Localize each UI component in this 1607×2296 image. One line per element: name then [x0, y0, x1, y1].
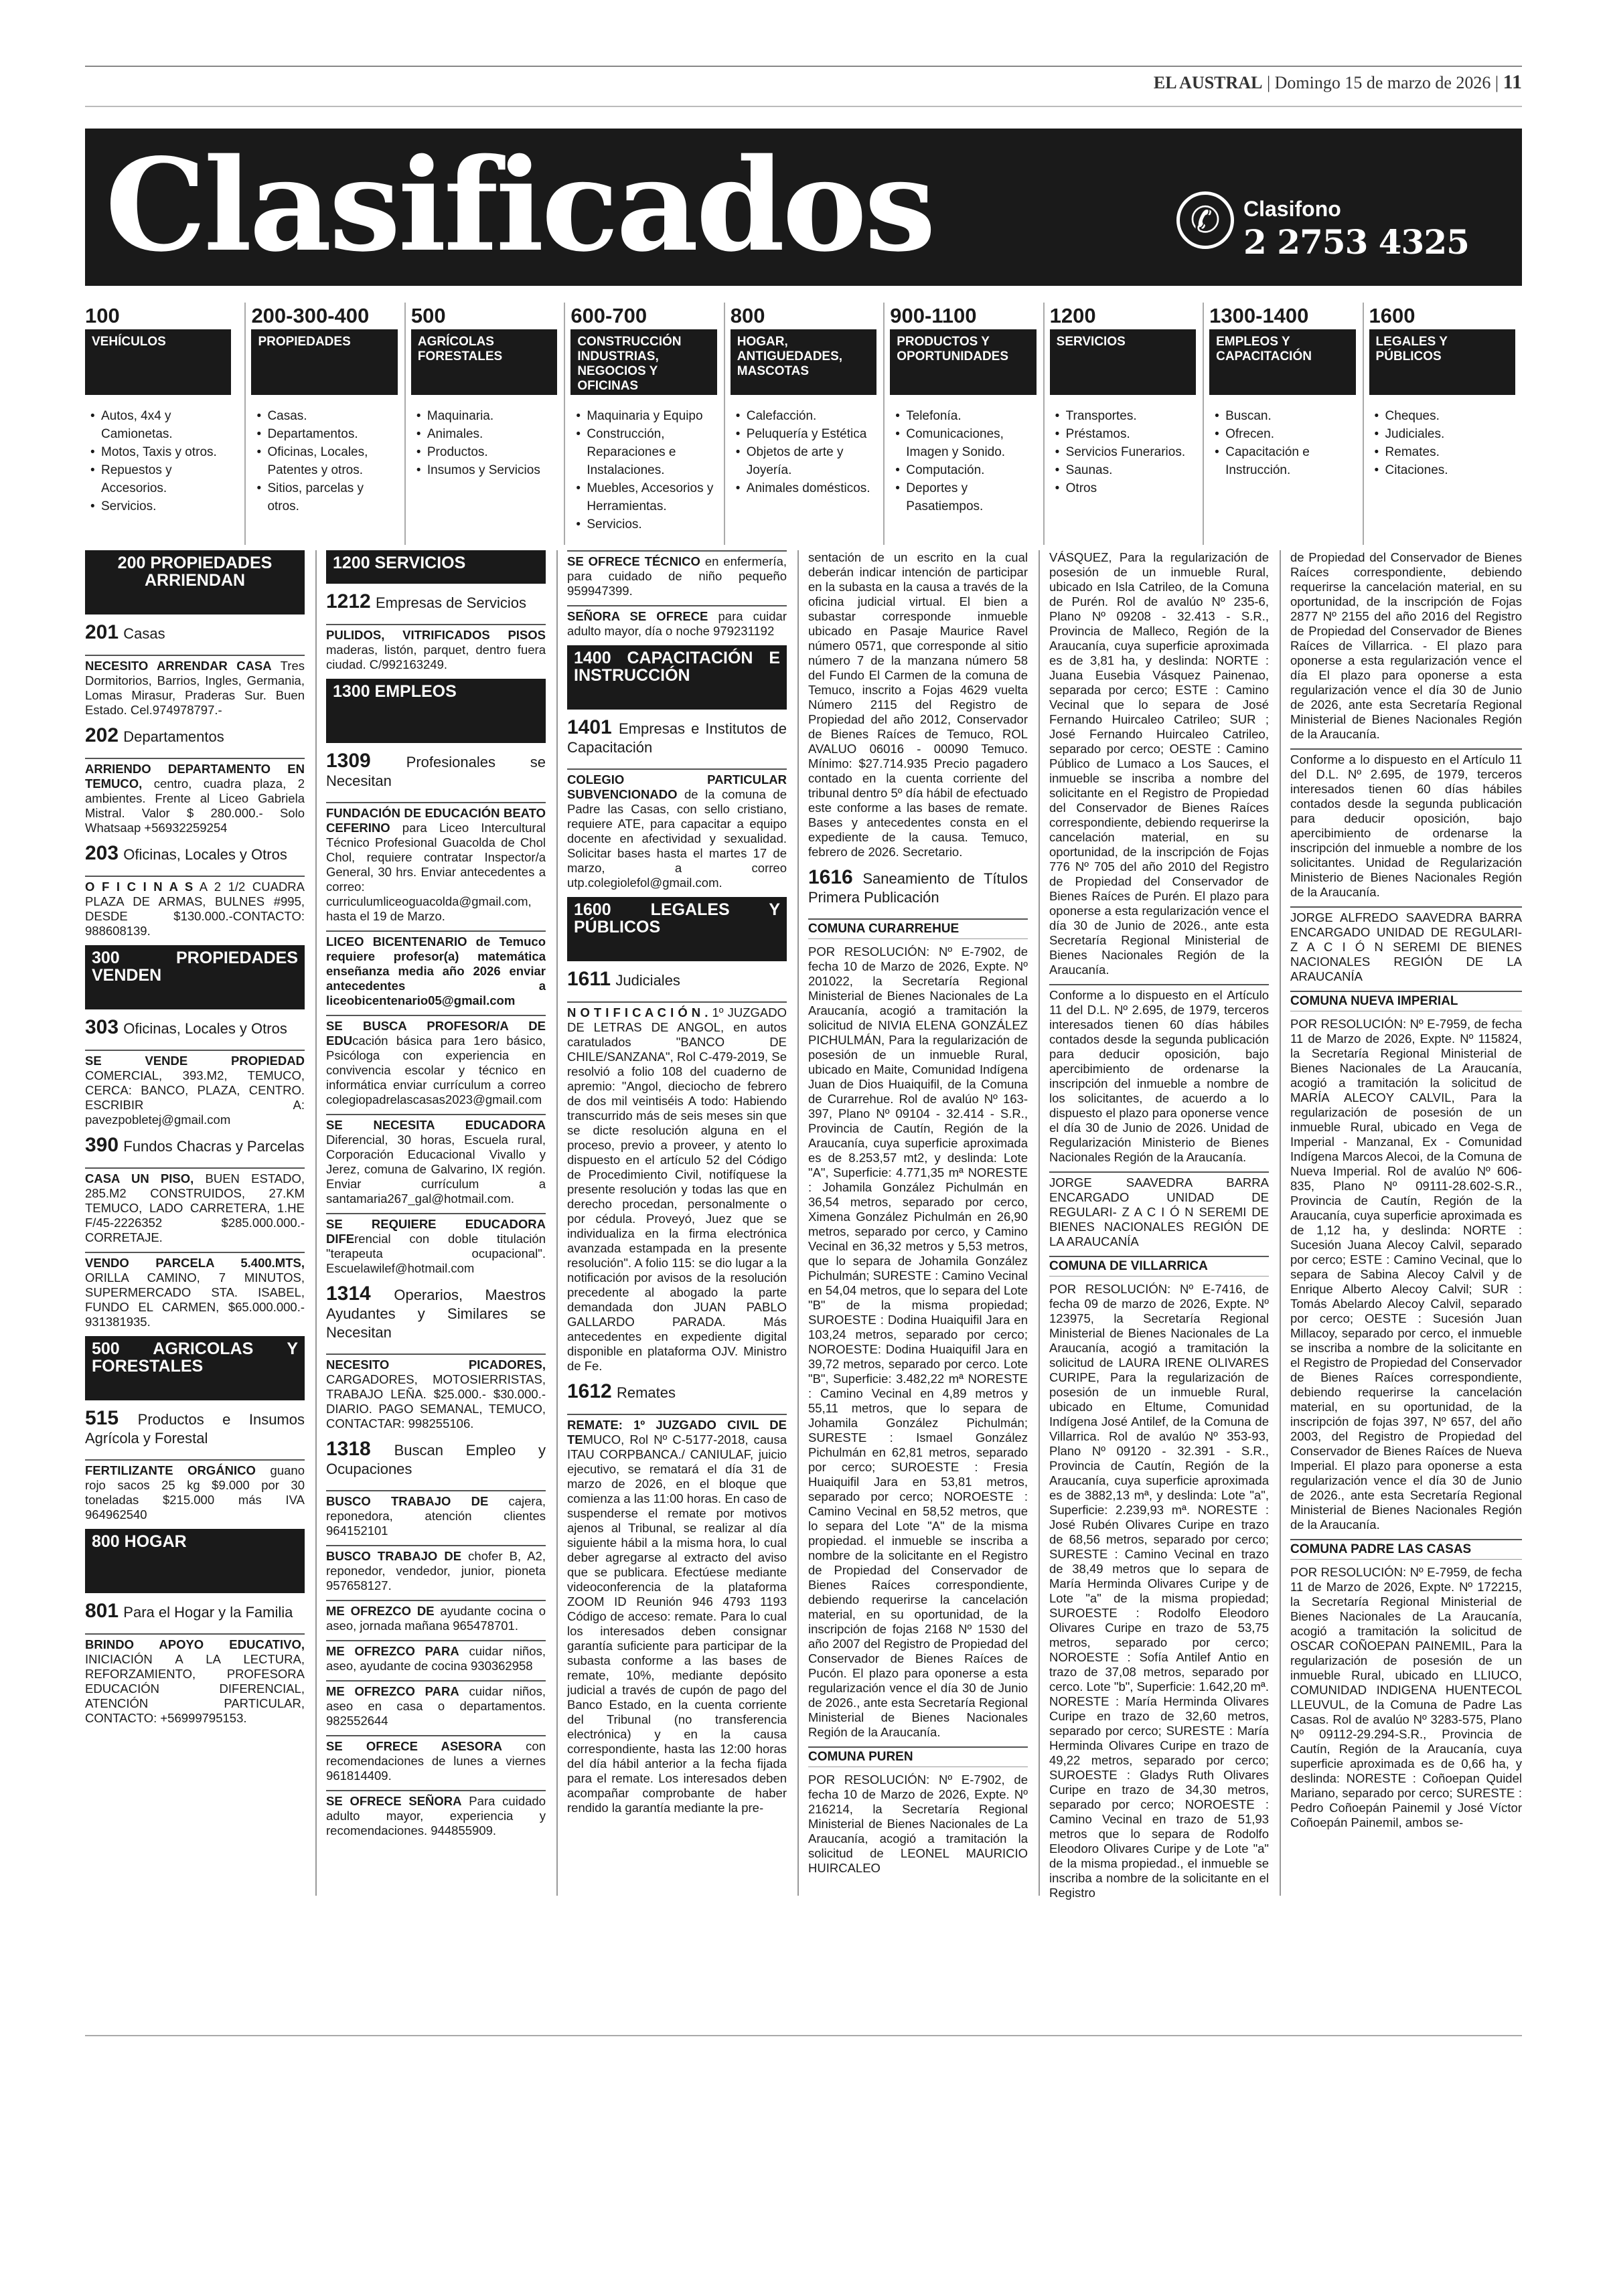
- category-item: • Animales.: [416, 425, 557, 443]
- legal-text: Conforme a lo dispuesto en el Artículo 11 del D.L. Nº 2.695, de 1979, terceros interesados tienen 60 días hábiles contados desde la segunda publicación para deducir oposición, bajo apercibimiento de ordenarse la inscripción del inmueble a nombre de los solicitantes, de acuerdo a lo dispuesto el plazo para oponerse vence el día 30 de Junio de 2026. Unidad de Regularización Ministerio de Bienes Nacionales Región de la Araucanía.: [1049, 984, 1269, 1165]
- category-900-1100: [890, 303, 1036, 545]
- ad-item: BRINDO APOYO EDUCATIVO, INICIACIÓN A LA LECTURA, REFORZAMIENTO, PROFESORA EDUCACIÓN DIFERENCIAL, ATENCIÓN PARTICULAR, CONTACTO: +56999795153.: [85, 1633, 305, 1726]
- ad-item: SE NECESITA EDUCADORA Diferencial, 30 horas, Escuela rural, Corporación Educacional Vivallo y Jerez, comuna de Galvarino, IX región. Enviar currículum a santamaria267_gal@hotmail.com.: [326, 1114, 546, 1206]
- category-item: • Préstamos.: [1055, 425, 1196, 443]
- category-item: • Maquinaria y Equipo: [576, 407, 716, 425]
- category-items: [1369, 407, 1515, 479]
- ad-item: FUNDACIÓN DE EDUCACIÓN BEATO CEFERINO para Liceo Intercultural Técnico Profesional Guacolda de Chol Chol, requiere contratar Inspector/a General, 30 hrs. Enviar antecedentes a correo: curriculumliceoguacolda@gmail.com, hasta el 19 de Marzo.: [326, 802, 546, 924]
- category-1200: [1050, 303, 1196, 545]
- comuna-heading: COMUNA CURARREHUE: [808, 918, 1028, 939]
- column-divider: [556, 550, 558, 1896]
- category-code: 500: [410, 304, 446, 327]
- category-item: • Insumos y Servicios: [416, 461, 557, 479]
- ad-item: ME OFREZCO PARA cuidar niños, aseo en casa o departamentos. 982552644: [326, 1680, 546, 1728]
- legal-text: POR RESOLUCIÓN: Nº E-7902, de fecha 10 de Marzo de 2026, Expte. Nº 201022, la Secretaría Regional Ministerial de Bienes Nacionales de La Araucanía, acogió a tramitación la solicitud de NIVIA ELENA GONZÁLEZ PICHULMÁN, Para la regularización de posesión de un inmueble Rural, ubicado en Maite, Comunidad Indígena Juan de Dios Huaiquifil, de la Comuna de Curarrehue. Rol de avalúo Nº 163-397, Plano Nº 09104 - 32.414 - S.R., Provincia de Cautín, Región de la Araucanía, cuya superficie aproximada es de 8.253,57 mt2, y deslinda: Lote "A", Superficie: 4.771,35 mª NORESTE : Johamila González Pichulmán en 36,54 metros, separado por cerco, Ximena González Pichulmán en 26,90 metros, separado por cerco, y Camino Vecinal en 36,32 metros y 5,53 metros, que lo separa de Johamila González Pichulmán; SURESTE : Camino Vecinal en 54,04 metros, que lo separa del Lote "B" de la misma propiedad; SUROESTE : Dodina Huaiquifil Jara en 103,24 metros, separado por cerco; NOROESTE: Dodina Huaiquifil Jara en 39,72 metros, separado por cerco. Lote "B", Superficie: 3.482,22 mª NORESTE : Camino Vecinal en 4,89 metros y 55,11 metros, que lo separa de Johamila González Pichulmán; SURESTE : Ismael González Pichulmán en 62,81 metros, separado por cerco; SUROESTE : Fresia Huaiquifil Jara en 53,81 metros, separado por cerco; NOROESTE : Camino Vecinal en 58,52 metros, que lo separa del Lote "A" de la misma propiedad. el inmueble se inscriba a nombre de la solicitante en el Registro de Propiedad del Conservador de Bienes Raíces correspondiente, debiendo requerirse la cancelación material, en su oportunidad, de la inscripción de fojas 2168 Nº 1530 del año 2007 del Registro de Propiedad del Conservador de Bienes Raíces de Pucón. El plazo para oponerse a esta regularización vence el día 30 de Junio de 2026., ante esta Secretaría Regional Ministerial de Bienes Nacionales Región de la Araucanía.: [808, 945, 1028, 1739]
- category-code: 600-700: [570, 304, 647, 327]
- subsection-1401: 1401 Empresas e Institutos de Capacitación: [567, 716, 787, 756]
- category-100: [85, 303, 231, 545]
- category-items: [411, 407, 557, 479]
- category-item: • Ofrecen.: [1215, 425, 1355, 443]
- category-items: [731, 407, 876, 497]
- subsection-1318: 1318 Buscan Empleo y Ocupaciones: [326, 1438, 546, 1477]
- ad-item: SE REQUIERE EDUCADORA DIFErencial con doble titulación "terapeuta ocupacional". Escuelawilef@hotmail.com: [326, 1213, 546, 1276]
- category-item: • Judiciales.: [1375, 425, 1515, 443]
- category-item: • Oficinas, Locales, Patentes y otros.: [256, 443, 397, 479]
- column-1: [85, 550, 305, 1896]
- ad-item: O F I C I N A S A 2 1/2 CUADRA PLAZA DE ARMAS, BULNES #995, DESDE $130.000.-CONTACTO: 988608139.: [85, 876, 305, 938]
- category-1300-1400: [1209, 303, 1355, 545]
- category-label: VEHÍCULOS: [85, 329, 231, 395]
- category-item: • Motos, Taxis y otros.: [90, 443, 231, 461]
- column-divider: [797, 550, 799, 1896]
- category-label: CONSTRUCCIÓN INDUSTRIAS, NEGOCIOS Y OFICINAS: [570, 329, 716, 395]
- category-item: • Departamentos.: [256, 425, 397, 443]
- category-item: • Objetos de arte y Joyería.: [736, 443, 876, 479]
- ad-item: LICEO BICENTENARIO de Temuco requiere profesor(a) matemática enseñanza media año 2026 enviar antecedentes a liceobicentenario05@gmail.com: [326, 930, 546, 1008]
- category-label: SERVICIOS: [1050, 329, 1196, 395]
- category-label: EMPLEOS Y CAPACITACIÓN: [1209, 329, 1355, 395]
- category-divider: [724, 303, 725, 545]
- category-item: • Deportes y Pasatiempos.: [895, 479, 1036, 515]
- legal-text: de Propiedad del Conservador de Bienes Raíces correspondiente, debiendo requerirse la cancelación material, en su oportunidad, de la inscripción de Fojas 2877 Nº 2155 del año 2016 del Registro de Propiedad del Conservador de Bienes Raíces de Villarrica. - El plazo para oponerse a esta regularización vence el día El plazo para oponerse a esta regularización vence el día 30 de Junio de 2026, ante esta Secretaría Regional Ministerial de Bienes Nacionales Región de la Araucanía.: [1290, 550, 1522, 741]
- category-item: • Muebles, Accesorios y Herramientas.: [576, 479, 716, 515]
- category-divider: [244, 303, 246, 545]
- subsection-201: 201 Casas: [85, 621, 165, 643]
- ad-item: REMATE: 1º JUZGADO CIVIL DE TEMUCO, Rol Nº C-5177-2018, causa ITAU CORPBANCA./ CANIULAF, juicio ejecutivo, se rematará el día 31 de marzo de 2026, en el bloque que comienza a las 11:00 horas. En caso de suspenderse el remate por motivos ajenos al Tribunal, se realizar al día siguiente hábil a la misma hora, lo cual deber agregarse al extracto del aviso que se publicara. Efectúese mediante videoconferencia de la plataforma ZOOM ID Reunión 946 4793 1193 Código de acceso: remate. Para lo cual los interesados deben consignar garantía suficiente para participar de la subasta conforme a las bases de remate, 10%, mediante depósito judicial a través de cupón de pago del Banco Estado, en la cuenta corriente del Tribunal (no transferencia electrónica) y en la causa correspondiente, hasta las 12:00 horas del día hábil anterior a la fecha fijada para el remate. Los interesados deben acompañar comprobante de haber rendido la garantía mediante la pre-: [567, 1414, 787, 1815]
- section-bar-1400: 1400 CAPACITACIÓN E INSTRUCCIÓN: [567, 645, 787, 710]
- category-item: • Productos.: [416, 443, 557, 461]
- column-divider: [1039, 550, 1040, 1896]
- category-code: 800: [730, 304, 765, 327]
- ad-item: VENDO PARCELA 5.400.MTS, ORILLA CAMINO, 7 MINUTOS, SUPERMERCADO STA. ISABEL, FUNDO EL CARMEN, $65.000.000.- 931381935.: [85, 1252, 305, 1329]
- category-200-300-400: [251, 303, 397, 545]
- category-item: • Cheques.: [1375, 407, 1515, 425]
- category-divider: [564, 303, 565, 545]
- ad-item: FERTILIZANTE ORGÁNICO guano rojo sacos 25 kg $9.000 por 30 toneladas $215.000 más IVA 964962540: [85, 1459, 305, 1522]
- category-600-700: [570, 303, 716, 545]
- ad-item: SE BUSCA PROFESOR/A DE EDUcación básica para 1ero básico, Psicóloga con experiencia en convivencia escolar y técnico en informática enviar currículum a correo colegiopadrelascasas2023@gmail.com: [326, 1015, 546, 1107]
- category-item: • Maquinaria.: [416, 407, 557, 425]
- category-item: • Buscan.: [1215, 407, 1355, 425]
- category-item: • Casas.: [256, 407, 397, 425]
- ad-item: CASA UN PISO, BUEN ESTADO, 285.M2 CONSTRUIDOS, 27.KM TEMUCO, LADO CARRETERA, 1.HE F/45-2226352 $285.000.000.- CORRETAJE.: [85, 1167, 305, 1245]
- category-item: • Peluquería y Estética: [736, 425, 876, 443]
- category-item: • Repuestos y Accesorios.: [90, 461, 231, 497]
- section-title: Clasificados: [105, 131, 933, 280]
- category-divider: [1363, 303, 1364, 545]
- subsection-1616: 1616 Saneamiento de Títulos Primera Publicación: [808, 866, 1028, 906]
- page-number: 11: [1503, 71, 1522, 93]
- legal-text: sentación de un escrito en la cual deberán indicar intención de participar en la subasta en la causa a través de la oficina judicial virtual. El bien a subastar corresponde inmueble ubicado en Pasaje Maurice Ravel número 0571, que corresponde al sitio número 7 de la manzana número 58 del Fundo El Carmen de la comuna de Temuco, inscrito a Fojas 4629 vuelta Número 2115 del Registro de Propiedad del año 2012, Conservador de Bienes Raíces de Temuco, ROL AVALUO 06016 - 00090 Temuco. Mínimo: $27.714.935 Precio pagadero contado en la cuenta corriente del tribunal dentro 5º día hábil de efectuado este conforme a las bases de remate. Bases y antecedentes consta en el expediente de la causa. Temuco, febrero de 2026. Secretario.: [808, 550, 1028, 859]
- category-code: 1300-1400: [1209, 304, 1309, 327]
- category-item: • Saunas.: [1055, 461, 1196, 479]
- category-1600: [1369, 303, 1515, 545]
- legal-text: POR RESOLUCIÓN: Nº E-7416, de fecha 09 de marzo de 2026, Expte. Nº 123975, la Secretaría Regional Ministerial de Bienes Nacionales de La Araucanía, acogió a tramitación la solicitud de LAURA IRENE OLIVARES CURIPE, Para la regularización de posesión de un inmueble Rural, ubicado en Eltume, Comunidad Indígena José Antilef, de la Comuna de Villarrica. Rol de avalúo Nº 353-93, Plano Nº 09120 - 32.391 - S.R., Provincia de Cautín, Región de la Araucanía, cuya superficie aproximada es de 3882,13 mª, y deslinda: Lote "a", Superficie: 2.239,93 mª. NORESTE : José Rubén Olivares Curipe en trazo de 68,56 metros, separado por cerco; SURESTE : Camino Vecinal en trazo de 38,49 metros que lo separa de María Herminda Olivares Curipe y de Lote "a" de la misma propiedad; SUROESTE : Rodolfo Eleodoro Olivares Curipe en trazo de 53,75 metros, separado por cerco; NOROESTE : Sofía Antilef Antio en trazo de 37,08 metros, separado por cerco. Lote "b", Superficie: 1.642,20 mª. NORESTE : María Herminda Olivares Curipe en trazo de 32,60 metros, separado por cerco; SURESTE : María Herminda Olivares Curipe en trazo de 49,22 metros, separado por cerco; SUROESTE : Gladys Ruth Olivares Curipe en trazo de 34,30 metros, separado por cerco; NOROESTE : Camino Vecinal en trazo de 51,93 metros que lo separa de Rodolfo Eleodoro Olivares Curipe y de Lote "a" de la misma propiedad., el inmueble se inscriba a nombre de la solicitante en el Registro: [1049, 1282, 1269, 1900]
- category-item: • Servicios.: [576, 515, 716, 534]
- phone-icon: ✆: [1176, 191, 1234, 249]
- signature-block: JORGE ALFREDO SAAVEDRA BARRA ENCARGADO UNIDAD DE REGULARI- Z A C I Ó N SEREMI DE BIENES NACIONALES REGIÓN DE LA ARAUCANÍA: [1290, 906, 1522, 984]
- category-items: [890, 407, 1036, 515]
- clasifono-number: 2 2753 4325: [1243, 222, 1469, 262]
- category-item: • Capacitación e Instrucción.: [1215, 443, 1355, 479]
- section-bar-1600: 1600 LEGALES Y PÚBLICOS: [567, 897, 787, 961]
- publication-name: EL AUSTRAL: [1153, 73, 1263, 92]
- ad-item: SE OFRECE ASESORA con recomendaciones de lunes a viernes 961814409.: [326, 1735, 546, 1783]
- ad-item: SE OFRECE TÉCNICO en enfermería, para cuidado de niño pequeño 959947399.: [567, 550, 787, 598]
- section-bar-300: 300 PROPIEDADES VENDEN: [85, 945, 305, 1009]
- category-item: • Animales domésticos.: [736, 479, 876, 497]
- subsection-1611: 1611 Judiciales: [567, 968, 680, 990]
- category-item: • Remates.: [1375, 443, 1515, 461]
- classified-columns: [85, 550, 1522, 1900]
- category-divider: [883, 303, 885, 545]
- ad-item: SE VENDE PROPIEDAD COMERCIAL, 393.M2, TEMUCO, CERCA: BANCO, PLAZA, CENTRO. ESCRIBIR A: pavezpobletej@gmail.com: [85, 1050, 305, 1127]
- category-divider: [404, 303, 406, 545]
- subsection-801: 801 Para el Hogar y la Familia: [85, 1600, 293, 1622]
- subsection-1314: 1314 Operarios, Maestros Ayudantes y Similares se Necesitan: [326, 1283, 546, 1341]
- category-label: AGRÍCOLAS FORESTALES: [411, 329, 557, 395]
- category-label: PROPIEDADES: [251, 329, 397, 395]
- category-divider: [1203, 303, 1204, 545]
- category-code: 1600: [1369, 304, 1415, 327]
- category-label: LEGALES Y PÚBLICOS: [1369, 329, 1515, 395]
- category-code: 900-1100: [890, 304, 977, 327]
- ad-item: NECESITO ARRENDAR CASA Tres Dormitorios, Barrios, Ingles, Germania, Lomas Mirasur, Praderas Sur. Buen Estado. Cel.974978797.-: [85, 655, 305, 718]
- comuna-heading: COMUNA PUREN: [808, 1746, 1028, 1767]
- ad-item: ME OFREZCO PARA cuidar niños, aseo, ayudante de cocina 930362958: [326, 1640, 546, 1673]
- ad-item: ARRIENDO DEPARTAMENTO EN TEMUCO, centro, cuadra plaza, 2 ambientes. Frente al Liceo Gabriela Mistral. Valor $ 280.000.- Solo Whatsaap +56932259254: [85, 758, 305, 835]
- comuna-heading: COMUNA PADRE LAS CASAS: [1290, 1539, 1522, 1560]
- category-label: PRODUCTOS Y OPORTUNIDADES: [890, 329, 1036, 395]
- column-4: [808, 550, 1028, 1896]
- column-divider: [1280, 550, 1281, 1896]
- category-item: • Otros: [1055, 479, 1196, 497]
- category-item: • Construcción, Reparaciones e Instalaciones.: [576, 425, 716, 479]
- section-bar-1300: 1300 EMPLEOS: [326, 679, 546, 743]
- category-item: • Telefonía.: [895, 407, 1036, 425]
- category-500: [411, 303, 557, 545]
- subsection-303: 303 Oficinas, Locales y Otros: [85, 1016, 287, 1038]
- ad-item: PULIDOS, VITRIFICADOS PISOS maderas, listón, parquet, dentro fuera ciudad. C/992163249.: [326, 624, 546, 672]
- category-divider: [1043, 303, 1045, 545]
- subsection-203: 203 Oficinas, Locales y Otros: [85, 842, 287, 864]
- ad-item: COLEGIO PARTICULAR SUBVENCIONADO de la comuna de Padre las Casas, con sello cristiano, requiere ATE, para capacitar a equipo docente en afectividad y sexualidad. Solicitar bases hasta el martes 17 de marzo, a correo utp.colegiolefol@gmail.com.: [567, 768, 787, 890]
- clasifono-label: Clasifono: [1243, 197, 1341, 221]
- column-5: [1049, 550, 1269, 1900]
- section-bar-1200: 1200 SERVICIOS: [326, 550, 546, 584]
- category-item: • Citaciones.: [1375, 461, 1515, 479]
- section-bar-500: 500 AGRICOLAS Y FORESTALES: [85, 1336, 305, 1400]
- header-rule: [85, 106, 1522, 107]
- ad-item: BUSCO TRABAJO DE cajera, reponedora, atención clientes 964152101: [326, 1490, 546, 1538]
- legal-text: Conforme a lo dispuesto en el Artículo 11 del D.L. Nº 2.695, de 1979, terceros interesados tienen 60 días hábiles contados desde la segunda publicación para deducir oposición, bajo apercibimiento de ordenarse la inscripción del inmueble a nombre de los solicitantes. Unidad de Regularización Ministerio de Bienes Nacionales Región de la Araucanía.: [1290, 748, 1522, 900]
- category-item: • Comunicaciones, Imagen y Sonido.: [895, 425, 1036, 461]
- legal-text: POR RESOLUCIÓN: Nº E-7959, de fecha 11 de Marzo de 2026, Expte. Nº 115824, la Secretaría Regional Ministerial de Bienes Nacionales de La Araucanía, acogió a tramitación la solicitud de MARÍA ALECOY CALVIL, Para la regularización de posesión de un inmueble Rural, ubicado en Vega de Imperial - Manzanal, Ex - Comunidad Indígena Marcos Alecoi, de la Comuna de Nueva Imperial. Rol de avalúo Nº 606-835, Plano Nº 09111-28.602-S.R., Provincia de Cautín, Región de la Araucanía, cuya superficie aproximada es de 1,12 ha, y deslinda: NORTE : Sucesión Juana Alecoy Calvil, separado por cerco; ESTE : Camino Vecinal, que lo separa de Sabina Alecoy Calvil y de Enrique Alberto Alecoy Calvil; SUR : Tomás Abelardo Alecoy Calvil, separado por cerco; OESTE : Sucesión Juan Millacoy, separado por cerco, el inmueble se inscriba a nombre de la solicitante en el Registro de Propiedad del Conservador de Bienes Raíces correspondiente, debiendo requerirse la cancelación material, en su oportunidad, de la inscripción de fojas 397, Nº 657, del año 2003, del Registro de Propiedad del Conservador de Bienes Raíces de Nueva Imperial. El plazo para oponerse a esta regularización vence el día 30 de Junio de 2026., ante esta Secretaría Regional Ministerial de Bienes Nacionales Región de la Araucanía.: [1290, 1017, 1522, 1532]
- category-item: • Computación.: [895, 461, 1036, 479]
- comuna-heading: COMUNA NUEVA IMPERIAL: [1290, 991, 1522, 1011]
- ad-item: N O T I F I C A C I Ó N . 1º JUZGADO DE LETRAS DE ANGOL, en autos caratulados "BANCO DE CHILE/SANZANA", Rol C-479-2019, Se resolvió a folio 108 del cuaderno de apremio: "Angol, dieciocho de febrero de dos mil veintiséis A todo: Habiendo transcurrido más de seis meses sin que se dicte resolución alguna en el proceso, previo a proveer, y atento lo dispuesto en el artículo 52 del Código de Procedimiento Civil, notifíquese la presente resolución y todas las que en derecho procedan, personalmente o por cédula. Proveyó, Juez que se individualiza en la firma electrónica avanzada estampada en la presente resolución". A folio 115: se dio lugar a la notificación por avisos de la resolución precedente al abogado la parte demandada don JUAN PABLO GALLARDO PARADA. Más antecedentes en expediente digital disponible en plataforma OJV. Ministro de Fe.: [567, 1001, 787, 1374]
- subsection-515: 515 Productos e Insumos Agrícola y Forestal: [85, 1407, 305, 1447]
- top-rule: [85, 66, 1522, 67]
- category-item: • Transportes.: [1055, 407, 1196, 425]
- legal-text: POR RESOLUCIÓN: Nº E-7902, de fecha 10 de Marzo de 2026, Expte. Nº 216214, la Secretaría Regional Ministerial de Bienes Nacionales de La Araucanía, acogió a tramitación la solicitud de LEONEL MAURICIO HUIRCALEO: [808, 1773, 1028, 1875]
- category-items: [85, 407, 231, 515]
- ad-item: BUSCO TRABAJO DE chofer B, A2, reponedor, vendedor, junior, pioneta 957658127.: [326, 1545, 546, 1593]
- signature-block: JORGE SAAVEDRA BARRA ENCARGADO UNIDAD DE REGULARI- Z A C I Ó N SEREMI DE BIENES NACIONALES REGIÓN DE LA ARAUCANÍA: [1049, 1171, 1269, 1249]
- category-label: HOGAR, ANTIGUEDADES, MASCOTAS: [731, 329, 876, 395]
- subsection-1212: 1212 Empresas de Servicios: [326, 590, 526, 612]
- category-index: [85, 303, 1522, 545]
- subsection-202: 202 Departamentos: [85, 724, 224, 746]
- column-divider: [315, 550, 317, 1896]
- section-bar-200: 200 PROPIEDADES ARRIENDAN: [85, 550, 305, 614]
- column-2: [326, 550, 546, 1896]
- issue-date: Domingo 15 de marzo de 2026: [1274, 73, 1491, 92]
- category-code: 1200: [1049, 304, 1096, 327]
- category-items: [1209, 407, 1355, 479]
- section-banner: [85, 129, 1522, 286]
- comuna-heading: COMUNA DE VILLARRICA: [1049, 1256, 1269, 1277]
- column-3: [567, 550, 787, 1896]
- ad-item: SE OFRECE SEÑORA Para cuidado adulto mayor, experiencia y recomendaciones. 944855909.: [326, 1790, 546, 1838]
- section-bar-800: 800 HOGAR: [85, 1529, 305, 1593]
- legal-text: POR RESOLUCIÓN: Nº E-7959, de fecha 11 de Marzo de 2026, Expte. Nº 172215, la Secretaría Regional Ministerial de Bienes Nacionales de La Araucanía, acogió a tramitación la solicitud de OSCAR COÑOEPAN PAINEMIL, Para la regularización de posesión de un inmueble Rural, ubicado en LLIUCO, COMUNIDAD INDIGENA HUENTECOL LLEUVUL, de la Comuna de Padre Las Casas. Rol de avalúo Nº 3283-575, Plano Nº 09112-29.294-S.R., Provincia de Cautín, Región de la Araucanía, cuya superficie aproximada es de 0,66 ha, y deslinda: NORESTE : Coñoepan Quidel Mariano, separado por cerco; SURESTE : Pedro Coñoepán Painemil y José Víctor Coñoepán Painemil, ambos se-: [1290, 1565, 1522, 1829]
- ad-item: ME OFREZCO DE ayudante cocina o aseo, jornada mañana 965478701.: [326, 1600, 546, 1633]
- category-item: • Servicios.: [90, 497, 231, 515]
- category-item: • Calefacción.: [736, 407, 876, 425]
- category-code: 100: [85, 304, 120, 327]
- ad-item: NECESITO PICADORES, CARGADORES, MOTOSIERRISTAS, TRABAJO LEÑA. $25.000.- $30.000.- DIARIO. PAGO SEMANAL, TEMUCO, CONTACTAR: 998255106.: [326, 1354, 546, 1431]
- ad-item: SEÑORA SE OFRECE para cuidar adulto mayor, día o noche 979231192: [567, 605, 787, 639]
- subsection-1309: 1309 Profesionales se Necesitan: [326, 750, 546, 789]
- subsection-390: 390 Fundos Chacras y Parcelas: [85, 1134, 305, 1156]
- legal-text: VÁSQUEZ, Para la regularización de posesión de un inmueble Rural, ubicado en Isla Catrileo, de la Comuna de Purén. Rol de avalúo Nº 235-6, Plano Nº 09208 - 32.413 - S.R., Provincia de Malleco, Región de la Araucanía, cuya superficie aproximada es de 3,81 ha, y deslinda: NORTE : Juana Eusebia Vásquez Painenao, separada por cerco; ESTE : Camino Vecinal que lo separa de José Fernando Huircaleo Catrileo; SUR ; José Fernando Huircaleo Catrileo, separado por cerco; OESTE : Camino Público de Lumaco a Los Sauces, el inmueble se inscriba a nombre del solicitante en el Registro de Propiedad del Conservador de Bienes Raíces correspondiente, debiendo requerirse la cancelación material, en su oportunidad, de la inscripción de Fojas 776 Nº 705 del año 2010 del Registro de Propiedad del Conservador de Bienes Raíces de Purén. El plazo para oponerse a esta regularización vence el día 30 de Junio de 2026., ante esta Secretaría Regional Ministerial de Bienes Nacionales Región de la Araucanía.: [1049, 550, 1269, 977]
- category-items: [251, 407, 397, 515]
- category-item: • Servicios Funerarios.: [1055, 443, 1196, 461]
- category-item: • Sitios, parcelas y otros.: [256, 479, 397, 515]
- category-items: [1050, 407, 1196, 497]
- column-6: [1290, 550, 1522, 1896]
- category-code: 200-300-400: [251, 304, 370, 327]
- category-items: [570, 407, 716, 534]
- category-item: • Autos, 4x4 y Camionetas.: [90, 407, 231, 443]
- page-header: EL AUSTRAL | Domingo 15 de marzo de 2026 | 11: [1153, 71, 1522, 93]
- bottom-rule: [85, 2035, 1522, 2036]
- subsection-1612: 1612 Remates: [567, 1380, 676, 1402]
- category-800: [731, 303, 876, 545]
